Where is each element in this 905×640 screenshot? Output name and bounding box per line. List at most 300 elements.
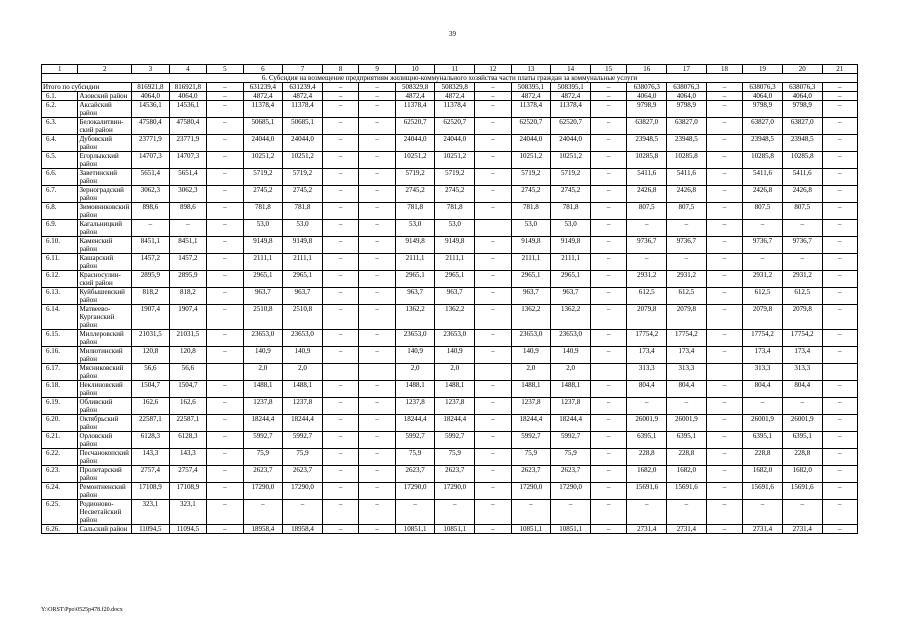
value-cell: –: [322, 254, 358, 271]
value-cell: –: [359, 152, 395, 169]
value-cell: –: [590, 186, 626, 203]
value-cell: –: [590, 220, 626, 237]
value-cell: –: [207, 381, 243, 398]
table-row: [42, 169, 858, 186]
value-cell: 22587,1: [132, 415, 170, 432]
value-cell: 2745,2: [283, 186, 323, 203]
value-cell: 781,8: [435, 203, 475, 220]
value-cell: 963,7: [551, 288, 591, 305]
row-index: 6.22.: [42, 449, 78, 466]
value-cell: 23948,5: [667, 135, 707, 152]
value-cell: –: [322, 305, 358, 330]
row-index: 6.3.: [42, 118, 78, 135]
value-cell: –: [590, 118, 626, 135]
value-cell: –: [822, 118, 857, 135]
table-row: [42, 398, 858, 415]
value-cell: 2745,2: [435, 186, 475, 203]
value-cell: –: [359, 330, 395, 347]
value-cell: 21031,5: [132, 330, 170, 347]
value-cell: 63827,0: [667, 118, 707, 135]
value-cell: –: [822, 135, 857, 152]
value-cell: –: [590, 483, 626, 500]
value-cell: –: [475, 330, 511, 347]
value-cell: 75,9: [435, 449, 475, 466]
value-cell: 2731,4: [667, 525, 707, 534]
district-name: Каменский район: [78, 237, 132, 254]
value-cell: 963,7: [243, 288, 283, 305]
value-cell: –: [207, 398, 243, 415]
value-cell: –: [475, 398, 511, 415]
value-cell: 1237,8: [435, 398, 475, 415]
value-cell: 612,5: [743, 288, 783, 305]
value-cell: 2,0: [243, 364, 283, 381]
row-index: 6.15.: [42, 330, 78, 347]
value-cell: –: [359, 118, 395, 135]
value-cell: –: [475, 500, 511, 525]
value-cell: 9149,8: [511, 237, 551, 254]
value-cell: 313,3: [667, 364, 707, 381]
value-cell: 963,7: [511, 288, 551, 305]
value-cell: 143,3: [132, 449, 170, 466]
row-index: 6.16.: [42, 347, 78, 364]
value-cell: 15691,6: [743, 483, 783, 500]
value-cell: 2745,2: [511, 186, 551, 203]
row-index: 6.9.: [42, 220, 78, 237]
district-name: Пролетарский район: [78, 466, 132, 483]
total-value-cell: –: [207, 83, 243, 92]
value-cell: 10851,1: [511, 525, 551, 534]
row-index: 6.8.: [42, 203, 78, 220]
value-cell: 1504,7: [169, 381, 207, 398]
value-cell: 17754,2: [627, 330, 667, 347]
value-cell: –: [475, 305, 511, 330]
value-cell: –: [590, 432, 626, 449]
value-cell: 6395,1: [667, 432, 707, 449]
value-cell: 11378,4: [435, 101, 475, 118]
column-number-cell: 12: [475, 65, 511, 74]
value-cell: –: [822, 237, 857, 254]
value-cell: 18244,4: [551, 415, 591, 432]
value-cell: –: [243, 500, 283, 525]
value-cell: 4064,0: [169, 92, 207, 101]
value-cell: 963,7: [283, 288, 323, 305]
value-cell: 62520,7: [435, 118, 475, 135]
district-name: Орловский район: [78, 432, 132, 449]
value-cell: 15691,6: [627, 483, 667, 500]
footer-file-path: Y:\ORST\Ppo\0525p478.f20.docx: [41, 607, 123, 613]
value-cell: –: [706, 330, 742, 347]
value-cell: –: [322, 381, 358, 398]
value-cell: 781,8: [243, 203, 283, 220]
value-cell: 4872,4: [283, 92, 323, 101]
value-cell: 17754,2: [743, 330, 783, 347]
value-cell: –: [822, 330, 857, 347]
value-cell: 5719,2: [435, 169, 475, 186]
value-cell: 1488,1: [243, 381, 283, 398]
value-cell: 2,0: [395, 364, 435, 381]
value-cell: –: [782, 254, 822, 271]
value-cell: –: [359, 305, 395, 330]
value-cell: –: [706, 525, 742, 534]
value-cell: –: [322, 101, 358, 118]
value-cell: 2079,8: [667, 305, 707, 330]
value-cell: –: [322, 92, 358, 101]
table-row: [42, 483, 858, 500]
value-cell: 26001,9: [743, 415, 783, 432]
row-index: 6.24.: [42, 483, 78, 500]
value-cell: 807,5: [743, 203, 783, 220]
value-cell: –: [822, 254, 857, 271]
value-cell: 162,6: [169, 398, 207, 415]
value-cell: –: [706, 237, 742, 254]
row-index: 6.13.: [42, 288, 78, 305]
value-cell: 2079,8: [782, 305, 822, 330]
total-value-cell: 638076,3: [743, 83, 783, 92]
value-cell: –: [706, 500, 742, 525]
value-cell: 228,8: [627, 449, 667, 466]
value-cell: 1362,2: [511, 305, 551, 330]
row-index: 6.21.: [42, 432, 78, 449]
value-cell: –: [322, 186, 358, 203]
value-cell: 807,5: [782, 203, 822, 220]
value-cell: –: [627, 500, 667, 525]
value-cell: –: [590, 330, 626, 347]
value-cell: 23948,5: [627, 135, 667, 152]
value-cell: 612,5: [782, 288, 822, 305]
value-cell: –: [322, 330, 358, 347]
value-cell: –: [207, 271, 243, 288]
value-cell: –: [782, 500, 822, 525]
value-cell: 1457,2: [169, 254, 207, 271]
value-cell: 14707,3: [169, 152, 207, 169]
value-cell: 9798,9: [667, 101, 707, 118]
value-cell: 5651,4: [132, 169, 170, 186]
value-cell: 323,1: [132, 500, 170, 525]
value-cell: 4064,0: [782, 92, 822, 101]
value-cell: 173,4: [782, 347, 822, 364]
total-value-cell: –: [822, 83, 857, 92]
value-cell: 5651,4: [169, 169, 207, 186]
value-cell: –: [322, 237, 358, 254]
value-cell: 1488,1: [283, 381, 323, 398]
value-cell: –: [590, 415, 626, 432]
value-cell: 1362,2: [435, 305, 475, 330]
value-cell: 140,9: [243, 347, 283, 364]
value-cell: 23653,0: [511, 330, 551, 347]
value-cell: –: [359, 254, 395, 271]
value-cell: 9149,8: [435, 237, 475, 254]
value-cell: –: [207, 466, 243, 483]
value-cell: 14707,3: [132, 152, 170, 169]
value-cell: 3062,3: [169, 186, 207, 203]
value-cell: 23653,0: [395, 330, 435, 347]
value-cell: –: [706, 466, 742, 483]
value-cell: 1682,0: [743, 466, 783, 483]
value-cell: –: [322, 203, 358, 220]
value-cell: 2,0: [511, 364, 551, 381]
value-cell: 50685,1: [243, 118, 283, 135]
value-cell: –: [207, 449, 243, 466]
value-cell: 818,2: [169, 288, 207, 305]
value-cell: –: [207, 186, 243, 203]
value-cell: –: [207, 92, 243, 101]
value-cell: –: [475, 101, 511, 118]
district-name: Кашарский район: [78, 254, 132, 271]
value-cell: –: [207, 237, 243, 254]
value-cell: 23653,0: [283, 330, 323, 347]
value-cell: 1488,1: [551, 381, 591, 398]
table-row: [42, 118, 858, 135]
value-cell: 2757,4: [169, 466, 207, 483]
value-cell: 2931,2: [627, 271, 667, 288]
column-number-cell: 8: [322, 65, 358, 74]
value-cell: 23771,9: [169, 135, 207, 152]
value-cell: 5411,6: [627, 169, 667, 186]
value-cell: –: [207, 220, 243, 237]
value-cell: 10251,2: [283, 152, 323, 169]
value-cell: 1457,2: [132, 254, 170, 271]
value-cell: 2965,1: [435, 271, 475, 288]
value-cell: –: [627, 398, 667, 415]
value-cell: 1237,8: [511, 398, 551, 415]
value-cell: 11378,4: [551, 101, 591, 118]
value-cell: –: [590, 466, 626, 483]
value-cell: 5719,2: [283, 169, 323, 186]
value-cell: –: [207, 135, 243, 152]
value-cell: –: [359, 220, 395, 237]
value-cell: 9736,7: [627, 237, 667, 254]
value-cell: –: [359, 288, 395, 305]
value-cell: [706, 364, 742, 381]
value-cell: 11378,4: [283, 101, 323, 118]
value-cell: –: [322, 525, 358, 534]
value-cell: –: [590, 254, 626, 271]
value-cell: 24044,0: [395, 135, 435, 152]
value-cell: –: [706, 398, 742, 415]
value-cell: 2426,8: [667, 186, 707, 203]
value-cell: 2623,7: [435, 466, 475, 483]
value-cell: 963,7: [395, 288, 435, 305]
value-cell: 5411,6: [782, 169, 822, 186]
value-cell: –: [322, 152, 358, 169]
value-cell: –: [782, 398, 822, 415]
subsidy-table: [41, 64, 858, 534]
value-cell: 11378,4: [511, 101, 551, 118]
value-cell: –: [822, 186, 857, 203]
value-cell: 2623,7: [243, 466, 283, 483]
district-name: Зимовниковский район: [78, 203, 132, 220]
value-cell: –: [207, 203, 243, 220]
value-cell: –: [706, 288, 742, 305]
district-name: Заветинский район: [78, 169, 132, 186]
district-name: Куйбышевский район: [78, 288, 132, 305]
value-cell: 17290,0: [435, 483, 475, 500]
column-number-cell: 4: [169, 65, 207, 74]
value-cell: –: [782, 220, 822, 237]
value-cell: –: [822, 483, 857, 500]
value-cell: 612,5: [667, 288, 707, 305]
value-cell: 2111,1: [551, 254, 591, 271]
value-cell: –: [475, 432, 511, 449]
value-cell: 2623,7: [283, 466, 323, 483]
value-cell: 11094,5: [169, 525, 207, 534]
total-value-cell: 508329,8: [395, 83, 435, 92]
value-cell: 228,8: [667, 449, 707, 466]
value-cell: –: [590, 288, 626, 305]
value-cell: –: [822, 415, 857, 432]
value-cell: 5992,7: [243, 432, 283, 449]
table-row: [42, 203, 858, 220]
value-cell: 1488,1: [435, 381, 475, 398]
value-cell: 173,4: [627, 347, 667, 364]
value-cell: –: [822, 466, 857, 483]
value-cell: –: [822, 101, 857, 118]
row-index: 6.12.: [42, 271, 78, 288]
value-cell: 15691,6: [782, 483, 822, 500]
value-cell: 17290,0: [283, 483, 323, 500]
value-cell: –: [207, 288, 243, 305]
value-cell: 10285,8: [782, 152, 822, 169]
value-cell: 10251,2: [551, 152, 591, 169]
value-cell: –: [207, 101, 243, 118]
value-cell: 2931,2: [743, 271, 783, 288]
value-cell: 4064,0: [132, 92, 170, 101]
value-cell: 10851,1: [435, 525, 475, 534]
value-cell: 2510,8: [243, 305, 283, 330]
table-row: [42, 347, 858, 364]
column-number-cell: 6: [243, 65, 283, 74]
district-name: Родионово-Несветайский район: [78, 500, 132, 525]
value-cell: –: [706, 271, 742, 288]
value-cell: –: [706, 381, 742, 398]
value-cell: 2,0: [551, 364, 591, 381]
value-cell: 2757,4: [132, 466, 170, 483]
value-cell: 804,4: [667, 381, 707, 398]
value-cell: 18244,4: [395, 415, 435, 432]
value-cell: –: [207, 330, 243, 347]
value-cell: 10251,2: [435, 152, 475, 169]
value-cell: –: [475, 288, 511, 305]
value-cell: –: [822, 288, 857, 305]
value-cell: –: [395, 500, 435, 525]
value-cell: –: [706, 169, 742, 186]
value-cell: 23653,0: [243, 330, 283, 347]
value-cell: [822, 364, 857, 381]
value-cell: 9736,7: [782, 237, 822, 254]
value-cell: –: [627, 254, 667, 271]
district-name: Миллеровский район: [78, 330, 132, 347]
value-cell: –: [322, 500, 358, 525]
value-cell: 323,1: [169, 500, 207, 525]
value-cell: 2931,2: [782, 271, 822, 288]
district-name: Матвеево-Курганский район: [78, 305, 132, 330]
value-cell: –: [322, 118, 358, 135]
table-row: [42, 186, 858, 203]
total-value-cell: –: [475, 83, 511, 92]
district-name: Октябрьский район: [78, 415, 132, 432]
table-row: [42, 254, 858, 271]
value-cell: –: [475, 203, 511, 220]
value-cell: –: [590, 203, 626, 220]
value-cell: –: [359, 237, 395, 254]
table-row: [42, 101, 858, 118]
value-cell: –: [590, 152, 626, 169]
value-cell: 807,5: [667, 203, 707, 220]
total-value-cell: –: [706, 83, 742, 92]
column-number-cell: 2: [78, 65, 132, 74]
value-cell: –: [359, 347, 395, 364]
value-cell: [475, 364, 511, 381]
column-number-cell: 11: [435, 65, 475, 74]
row-index: 6.2.: [42, 101, 78, 118]
value-cell: –: [551, 500, 591, 525]
value-cell: 228,8: [743, 449, 783, 466]
value-cell: 17290,0: [243, 483, 283, 500]
value-cell: 24044,0: [243, 135, 283, 152]
value-cell: 1362,2: [551, 305, 591, 330]
value-cell: –: [822, 305, 857, 330]
value-cell: [207, 364, 243, 381]
value-cell: –: [511, 500, 551, 525]
value-cell: –: [706, 254, 742, 271]
value-cell: –: [822, 92, 857, 101]
value-cell: 120,8: [169, 347, 207, 364]
value-cell: –: [667, 254, 707, 271]
value-cell: 173,4: [743, 347, 783, 364]
value-cell: 804,4: [782, 381, 822, 398]
district-name: Красносулин-ский район: [78, 271, 132, 288]
table-row: [42, 330, 858, 347]
value-cell: 18244,4: [511, 415, 551, 432]
value-cell: –: [322, 466, 358, 483]
value-cell: –: [706, 449, 742, 466]
value-cell: –: [590, 101, 626, 118]
value-cell: 781,8: [511, 203, 551, 220]
value-cell: 140,9: [283, 347, 323, 364]
value-cell: 75,9: [243, 449, 283, 466]
value-cell: 24044,0: [283, 135, 323, 152]
value-cell: 21031,5: [169, 330, 207, 347]
value-cell: –: [706, 101, 742, 118]
value-cell: 963,7: [435, 288, 475, 305]
value-cell: 17108,9: [132, 483, 170, 500]
total-value-cell: 816921,8: [169, 83, 207, 92]
value-cell: 1682,0: [782, 466, 822, 483]
value-cell: 56,6: [169, 364, 207, 381]
district-name: Белокалитвин-ский район: [78, 118, 132, 135]
value-cell: 818,2: [132, 288, 170, 305]
row-index: 6.6.: [42, 169, 78, 186]
value-cell: –: [822, 525, 857, 534]
value-cell: –: [132, 220, 170, 237]
district-name: Обливский район: [78, 398, 132, 415]
value-cell: –: [207, 483, 243, 500]
value-cell: 18244,4: [435, 415, 475, 432]
column-number-cell: 5: [207, 65, 243, 74]
value-cell: –: [822, 203, 857, 220]
value-cell: –: [743, 500, 783, 525]
value-cell: –: [359, 415, 395, 432]
value-cell: –: [322, 432, 358, 449]
value-cell: –: [475, 525, 511, 534]
column-number-cell: 3: [132, 65, 170, 74]
value-cell: –: [475, 466, 511, 483]
value-cell: 11094,5: [132, 525, 170, 534]
value-cell: 143,3: [169, 449, 207, 466]
district-name: Аксайский район: [78, 101, 132, 118]
value-cell: 23653,0: [551, 330, 591, 347]
value-cell: –: [475, 92, 511, 101]
